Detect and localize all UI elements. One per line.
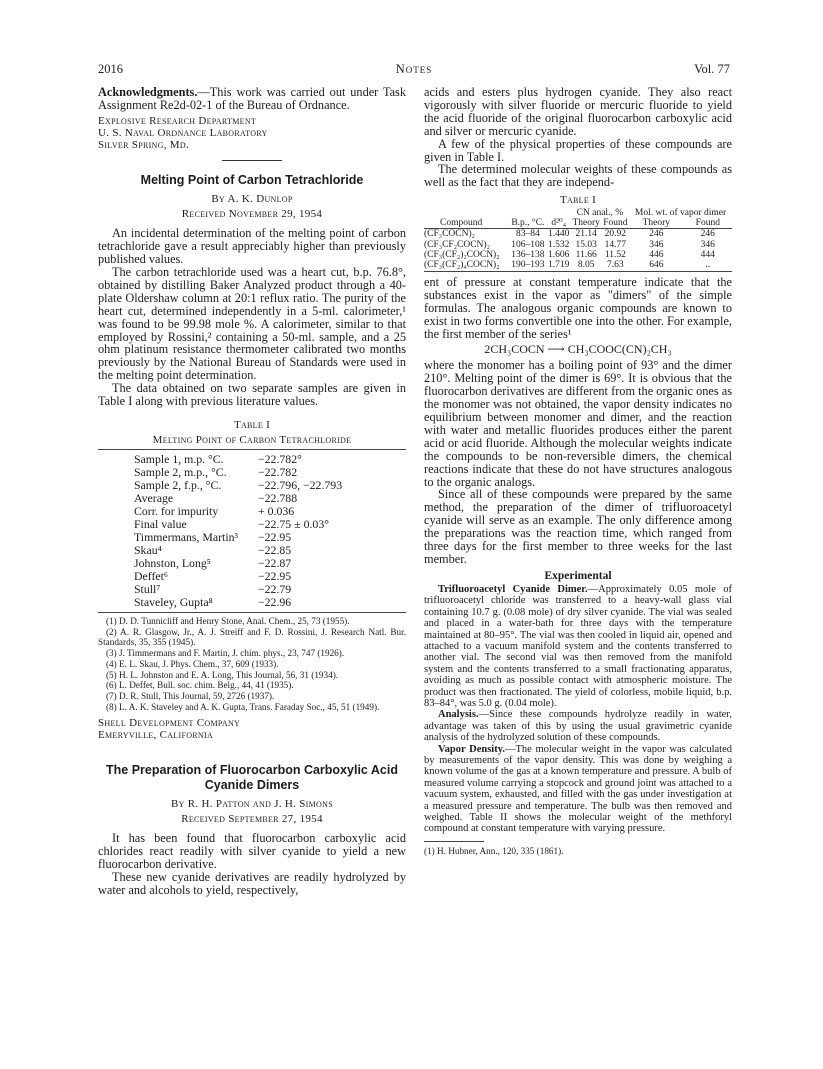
col-cn-anal: CN anal., % <box>576 208 624 219</box>
value-cell: 7.63 <box>607 260 624 271</box>
value-cell: 20.92 <box>604 229 627 240</box>
row-value: −22.85 <box>258 543 292 557</box>
row-label: Sample 2, m.p., °C. <box>134 465 227 479</box>
paragraph: where the monomer has a boiling point of 93° and the dimer 210°. Melting point of the dimer is 69°. It is obvious that the fluorocarbon derivatives are different from the organic ones as the monomer was not obtained, the vapor density indicates no equilibrium between monomer and dimer, and the reaction with water and metallic fluorides produces either the parent acid or acid fluoride. Although the molecular weights indicate the compounds to be non-reversible dimers, the chemical reactions indicate that these do not have structures analogous to the organic analogs. <box>424 358 732 489</box>
value-cell: 14.77 <box>604 239 627 250</box>
row-value: −22.75 ± 0.03° <box>258 517 329 531</box>
paragraph <box>424 709 732 743</box>
row-value: −22.96 <box>258 595 292 609</box>
row-label: Skau⁴ <box>134 543 162 557</box>
volume-number: Vol. 77 <box>694 62 730 76</box>
value-cell: 646 <box>649 260 664 271</box>
paragraph-text: —Since these compounds hydrolyze readily in water, advantage was taken of this by using the usual gravimetric cyanide analysis of the hydrolyzed solution of these compounds. <box>424 709 732 744</box>
value-cell: 11.52 <box>604 250 626 261</box>
footnote: (5) H. L. Johnston and E. A. Long, This Journal, 56, 31 (1934). <box>106 669 339 680</box>
value-cell: .. <box>705 260 711 271</box>
affiliation-line: Silver Spring, Md. <box>98 138 190 151</box>
table-rule <box>98 449 406 450</box>
paragraph: A few of the physical properties of these compounds are given in Table I. <box>424 136 732 164</box>
table-label: Table I <box>233 419 271 431</box>
row-label: Deffet⁶ <box>134 569 169 583</box>
value-cell: 346 <box>649 239 664 250</box>
paragraph: Since all of these compounds were prepared by the same method, the preparation of the dimer of trifluoroacetyl cyanide will serve as an example. The only difference among the preparations was the reaction time, which ranged from three days for the first member to three weeks for the last member. <box>424 487 732 566</box>
ack-heading: Acknowledgments. <box>98 85 198 99</box>
value-cell: 15.03 <box>575 239 597 250</box>
row-value: −22.79 <box>258 582 292 596</box>
section-name: Notes <box>395 62 433 76</box>
row-value: −22.95 <box>258 569 292 583</box>
footnote: (7) D. R. Stull, This Journal, 59, 2726 (1937). <box>106 690 275 701</box>
table-row <box>134 531 342 544</box>
footnote: (3) J. Timmermans and F. Martin, J. chim. phys., 23, 747 (1926). <box>106 648 345 659</box>
value-cell: 1.719 <box>548 260 570 271</box>
ack-text: —This work was carried out under Task Assignment Re2d-02-1 of the Bureau of Ordnance. <box>98 85 406 112</box>
run-in-heading: Analysis. <box>438 709 479 721</box>
row-value: −22.782 <box>258 465 298 479</box>
table-row <box>134 570 342 583</box>
row-value: −22.788 <box>258 491 298 505</box>
value-cell: 136–138 <box>511 250 545 261</box>
row-label: Stull⁷ <box>134 582 161 596</box>
footnote: (6) L. Deffet, Bull. soc. chim. Belg., 44, 41 (1935). <box>106 680 294 691</box>
affiliation-line: Shell Development Company <box>98 717 241 730</box>
value-cell: 190–193 <box>511 260 545 271</box>
affiliation-line: Emeryville, California <box>98 729 214 742</box>
row-label: Sample 2, f.p., °C. <box>134 478 222 492</box>
row-value: −22.87 <box>258 556 292 570</box>
byline: By R. H. Patton and J. H. Simons <box>171 798 333 811</box>
equation: 2CH₃COCN ⟶ CH₃COOC(CN)₂CH₃ <box>484 342 672 357</box>
value-cell: 246 <box>700 229 715 240</box>
table-title: Melting Point of Carbon Tetrachloride <box>152 434 352 446</box>
col-compound: Compound <box>440 218 483 229</box>
value-cell: 106–108 <box>511 239 545 250</box>
value-cell: 246 <box>649 229 664 240</box>
table-row <box>424 229 732 240</box>
affiliation-2 <box>98 717 406 741</box>
value-cell: 8.05 <box>577 260 595 271</box>
col-found: Found <box>695 218 720 229</box>
compound-cell: (CF₃CF₂COCN)₂ <box>424 239 490 250</box>
paragraph <box>424 744 732 835</box>
paragraph: The data obtained on two separate samples are given in Table I along with previous literature values. <box>98 381 406 409</box>
value-cell: 444 <box>700 250 715 261</box>
paragraph: ent of pressure at constant temperature indicate that the substances exist in the vapor as "dimers" of the simple formulas. The analogous organic compounds are known to exist in two forms convertible one into the other. For example, the first member of the series¹ <box>424 274 732 341</box>
paragraph-text: —Approximately 0.05 mole of trifluoroacetyl chloride was transferred to a heavy-wall glass vial containing 10.7 g. (0.08 mole) of dry silver cyanide. The vial was sealed and placed in a water-bath for three days with the temperature maintained at 80–95°. The vial was then cooled in liquid air, opened and attached to a vacuum manifold system and the contents transferred to another vial. The second vial was then removed from the manifold system and the contents transferred to a small fractionating apparatus, avoiding as much as possible contact with atmospheric moisture. The product was then fractionated. The yield of colorless, mobile liquid, b.p. 83–84°, was 5.0 g. (0.04 mole). <box>424 583 732 709</box>
table-row <box>424 260 732 271</box>
byline: By A. K. Dunlop <box>211 193 293 206</box>
table-row <box>424 240 732 250</box>
received-date: Received September 27, 1954 <box>181 813 323 826</box>
row-value: −22.782° <box>258 452 302 466</box>
paragraph-text: —The molecular weight in the vapor was calculated by measurements of the vapor density. This was done by weighing a known volume of the gas at a known temperature and pressure. A bulb of measured volume carrying a stopcock and ground joint was attached to a vacuum system, exhausted, and filled with the gas under investigation at a measured pressure and temperature. The bulb was then removed and weighed. Table II shows the molecular weight of the methforyl compound at constant temperature with varying pressure. <box>424 743 732 835</box>
running-header <box>98 62 730 78</box>
affiliation-1 <box>98 115 406 151</box>
row-label: Johnston, Long⁵ <box>134 556 211 570</box>
row-label: Average <box>134 491 174 505</box>
value-cell: 21.14 <box>575 229 597 240</box>
compound-cell: (CF₃(CF₂)₄COCN)₂ <box>424 260 500 271</box>
row-label: Final value <box>134 517 187 531</box>
paragraph: It has been found that fluorocarbon carboxylic acid chlorides react readily with silver cyanide to yield a new fluorocarbon derivative. <box>98 831 406 872</box>
paragraph: The determined molecular weights of these compounds as well as the fact that they are independ- <box>424 162 732 190</box>
footnotes <box>98 616 406 712</box>
paragraph: These new cyanide derivatives are readily hydrolyzed by water and alcohols to yield, respectively, <box>98 870 406 897</box>
page-number: 2016 <box>98 62 123 76</box>
run-in-heading: Vapor Density. <box>438 743 505 755</box>
affiliation-line: U. S. Naval Ordnance Laboratory <box>98 126 268 139</box>
paragraph <box>424 584 732 709</box>
affiliation-line: Explosive Research Department <box>98 114 257 127</box>
value-cell: 446 <box>649 250 664 261</box>
footnote: (4) E. L. Skau, J. Phys. Chem., 37, 609 (1933). <box>106 658 279 669</box>
separator-rule <box>222 160 282 161</box>
col-theory: Theory <box>642 218 671 229</box>
value-cell: 83–84 <box>516 229 540 240</box>
table-row <box>134 596 342 609</box>
col-theory: Theory <box>572 218 600 229</box>
properties-table <box>424 208 732 272</box>
col-mol-wt: Mol. wt. of vapor dimer <box>634 208 727 219</box>
article-title: Melting Point of Carbon Tetrachloride <box>140 172 364 187</box>
table-label: Table I <box>559 194 597 207</box>
compound-cell: (CF₃COCN)₂ <box>424 229 475 240</box>
row-value: −22.95 <box>258 530 292 544</box>
paragraph: An incidental determination of the melting point of carbon tetrachloride gave a result appreciably higher than previously published values. <box>98 226 406 267</box>
footnote: (2) A. R. Glasgow, Jr., A. J. Streiff and F. D. Rossini, J. Research Natl. Bur. Standards, 35, 355 (1945). <box>98 626 406 648</box>
value-cell: 346 <box>700 239 715 250</box>
value-cell: 1.606 <box>548 250 570 261</box>
row-label: Timmermans, Martin³ <box>134 530 239 544</box>
row-label: Corr. for impurity <box>134 504 219 518</box>
col-bp: B.p., °C. <box>511 218 545 229</box>
acknowledgments <box>98 86 406 112</box>
value-cell: 1.440 <box>548 229 570 240</box>
footnote-rule <box>424 841 484 842</box>
col-density: d²⁰₄ <box>551 218 567 229</box>
table-row <box>424 250 732 260</box>
row-value: −22.796, −22.793 <box>258 478 343 492</box>
paragraph: acids and esters plus hydrogen cyanide. They also react vigorously with silver fluoride or mercuric fluoride to yield the acid fluoride of the original fluorocarbon carboxylic acid and silver or mercuric cyanide. <box>424 85 732 138</box>
row-label: Sample 1, m.p. °C. <box>134 452 224 466</box>
received-date: Received November 29, 1954 <box>181 208 323 221</box>
right-column <box>424 86 732 857</box>
col-found: Found <box>603 218 628 229</box>
value-cell: 1.532 <box>548 239 570 250</box>
compound-cell: (CF₃(CF₂)₂COCN)₂ <box>424 250 500 261</box>
melting-point-table <box>134 453 342 609</box>
article-title: The Preparation of Fluorocarbon Carboxylic Acid Cyanide Dimers <box>106 763 398 792</box>
section-heading: Experimental <box>544 569 612 582</box>
table-rule <box>98 612 406 613</box>
footnote: (8) L. A. K. Staveley and A. K. Gupta, Trans. Faraday Soc., 45, 51 (1949). <box>106 701 380 712</box>
value-cell: 11.66 <box>575 250 597 261</box>
row-value: + 0.036 <box>258 504 295 518</box>
run-in-heading: Trifluoroacetyl Cyanide Dimer. <box>438 583 588 595</box>
paragraph: The carbon tetrachloride used was a heart cut, b.p. 76.8°, obtained by distilling Baker Analyzed product through a 40-plate Oldershaw column at 20:1 reflux ratio. The purity of the heart cut, determined independently in a 5-ml. calorimeter,¹ was found to be 99.98 mole %. A calorimeter, similar to that employed by Rossini,² containing a 50-ml. sample, and a 25 ohm platinum resistance thermometer calibrated two months previously by the National Bureau of Standards were used in the melting point determination. <box>98 265 406 383</box>
left-column <box>98 86 406 897</box>
row-label: Staveley, Gupta⁸ <box>134 595 213 609</box>
footnote: (1) H. Hubner, Ann., 120, 335 (1861). <box>424 845 564 856</box>
footnote: (1) D. D. Tunnicliff and Henry Stone, Anal. Chem., 25, 73 (1955). <box>106 616 350 626</box>
